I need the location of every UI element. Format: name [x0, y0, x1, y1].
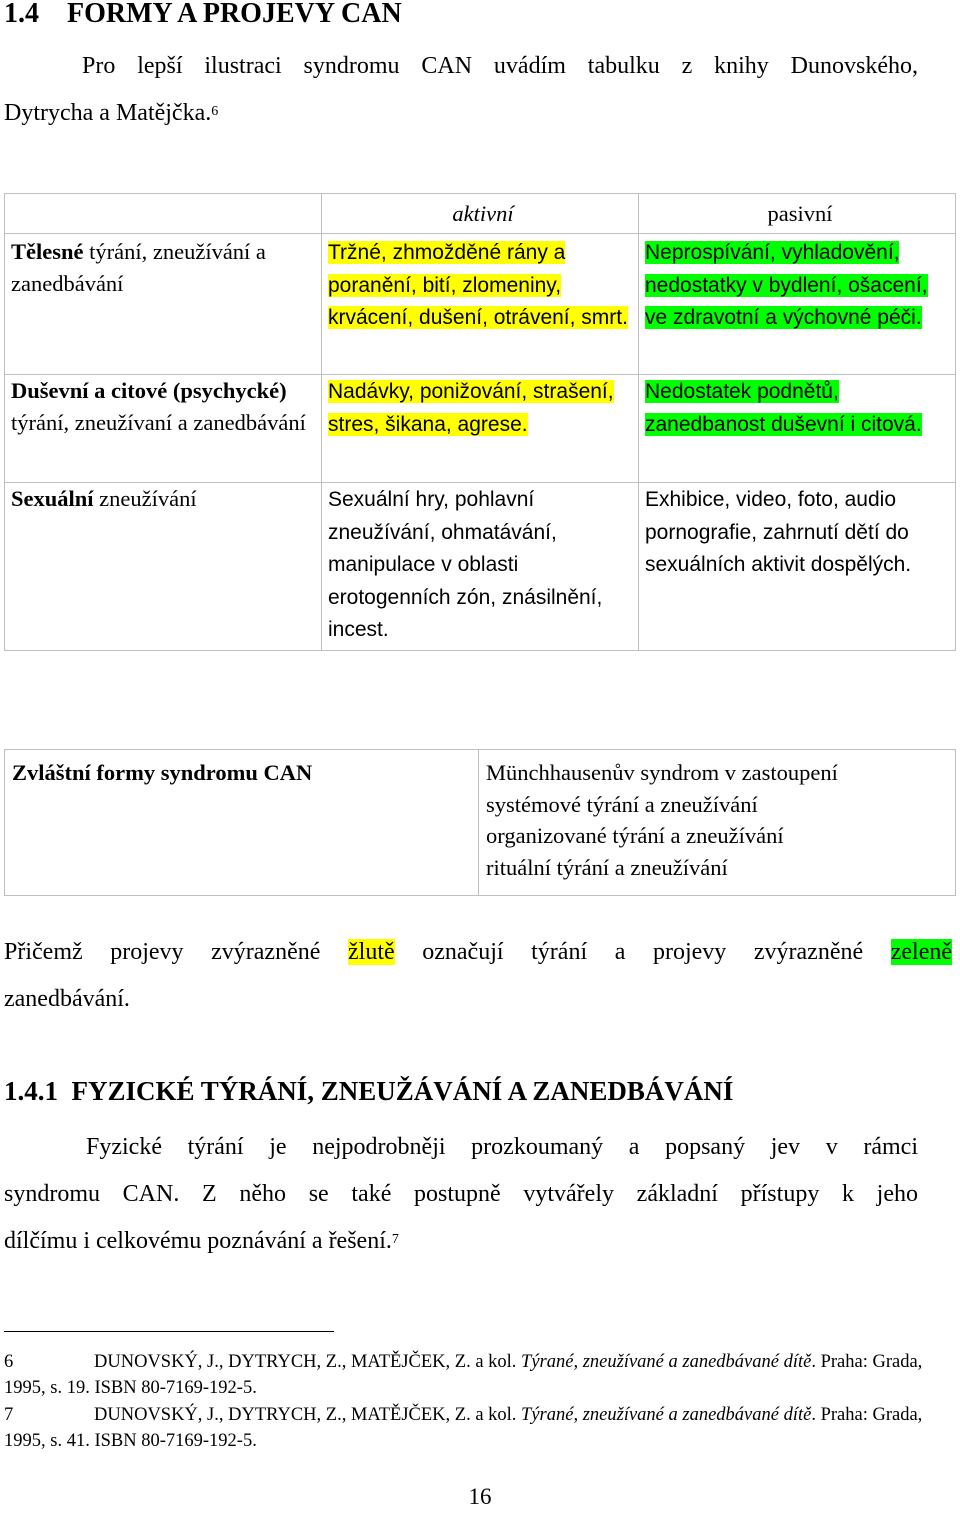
section-title: FORMY A PROJEVY CAN: [67, 0, 402, 29]
body-line-3: dílčímu i celkovému poznávání a řešení.$^7$: [4, 1228, 399, 1254]
table-row: [5, 483, 956, 651]
legend-line-1: Přičemž projevy zvýrazněné žlutě označují týrání a projevy zvýrazněné zeleně: [4, 939, 952, 965]
active-cell: Nadávky, ponižování, strašení, stres, šikana, agrese.: [322, 375, 639, 483]
body-line-2: syndromu CAN. Z něho se také postupně vytvářely základní přístupy k jeho: [4, 1181, 918, 1207]
table-row: [5, 234, 956, 375]
footnote-separator: [4, 1331, 334, 1332]
footnote-ref-7[interactable]: 7: [391, 1232, 399, 1247]
list-item: Münchhausenův syndrom v zastoupení: [486, 760, 838, 785]
subsection-heading: [4, 1076, 733, 1107]
list-item: rituální týrání a zneužívání: [486, 854, 728, 880]
footnote-6: 6 DUNOVSKÝ, J., DYTRYCH, Z., MATĚJČEK, Z. a kol. Týrané, zneužívané a zanedbávané dítě. Praha: Grada, 1995, s. 19. ISBN 80-7169-192-5.: [4, 1352, 923, 1398]
subsection-number: 1.4.1: [4, 1076, 58, 1106]
special-forms-label: Zvláštní formy syndromu CAN: [5, 750, 479, 896]
legend-green: zeleně: [890, 939, 952, 965]
passive-cell: Neprospívání, vyhladovění, nedostatky v bydlení, ošacení, ve zdravotní a výchovné péči.: [639, 234, 956, 375]
header-empty-cell: [5, 194, 322, 234]
table-header-row: [5, 194, 956, 234]
table-row: [5, 375, 956, 483]
passive-cell: Exhibice, video, foto, audio pornografie, zahrnutí dětí do sexuálních aktivit dospělých.: [639, 483, 956, 651]
passive-cell: Nedostatek podnětů, zanedbanost duševní i citová.: [639, 375, 956, 483]
section-heading: [4, 0, 402, 30]
legend-yellow: žlutě: [348, 939, 395, 965]
intro-line-1: Pro lepší ilustraci syndromu CAN uvádím tabulku z knihy Dunovského,: [82, 53, 918, 79]
header-active: aktivní: [322, 194, 639, 234]
can-forms-table: [4, 193, 956, 651]
active-cell: Sexuální hry, pohlavní zneužívání, ohmatávání, manipulace v oblasti erotogenních zón, znásilnění, incest.: [322, 483, 639, 651]
legend-line-2: zanedbávání.: [4, 986, 130, 1012]
body-line-1: Fyzické týrání je nejpodrobněji prozkoumaný a popsaný jev v rámci: [86, 1134, 918, 1160]
special-forms-list: [479, 750, 956, 896]
list-item: organizované týrání a zneužívání: [486, 823, 784, 848]
footnote-ref-6[interactable]: 6: [211, 104, 219, 119]
footnote-7: 7 DUNOVSKÝ, J., DYTRYCH, Z., MATĚJČEK, Z. a kol. Týrané, zneužívané a zanedbávané dítě. Praha: Grada, 1995, s. 41. ISBN 80-7169-192-5.: [4, 1405, 923, 1451]
intro-line-2: Dytrycha a Matějčka.$^6$: [4, 100, 219, 126]
row-label: Sexuální zneužívání: [5, 483, 322, 651]
active-cell: Tržné, zhmožděné rány a poranění, bití, zlomeniny, krvácení, dušení, otrávení, smrt.: [322, 234, 639, 375]
page-number: 16: [468, 1484, 492, 1509]
header-passive: pasivní: [639, 194, 956, 234]
table-row: [5, 750, 956, 896]
special-forms-table: [4, 749, 956, 896]
section-number: 1.4: [4, 0, 39, 29]
row-label: Tělesné týrání, zneužívání a zanedbávání: [5, 234, 322, 375]
list-item: systémové týrání a zneužívání: [486, 791, 758, 817]
subsection-title: FYZICKÉ TÝRÁNÍ, ZNEUŽÁVÁNÍ A ZANEDBÁVÁNÍ: [71, 1076, 734, 1106]
row-label: Duševní a citové (psychycké) týrání, zneužívaní a zanedbávání: [5, 375, 322, 483]
